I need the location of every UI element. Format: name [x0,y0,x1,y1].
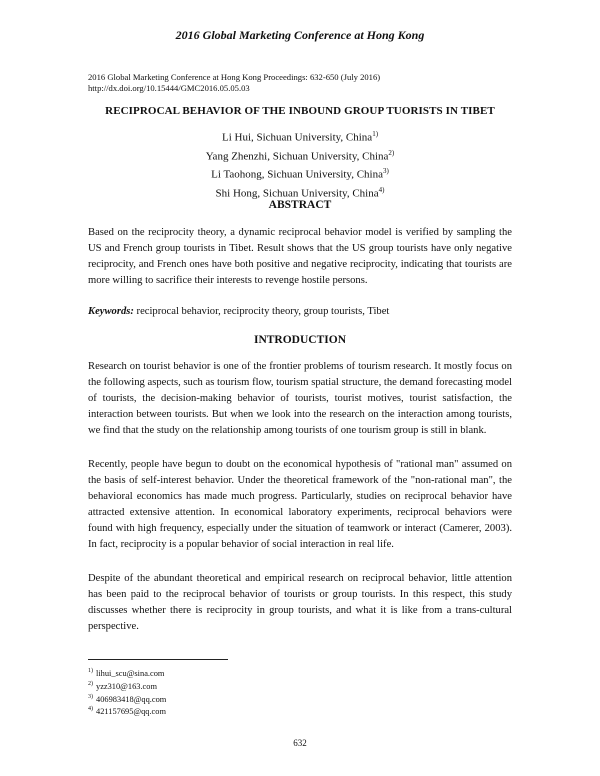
keywords-label: Keywords: [88,306,134,317]
introduction-heading: INTRODUCTION [253,334,346,346]
footnote: $^{4)}$ 421157695@qq.com [88,706,166,717]
footnotes [88,666,166,717]
keywords-text: reciprocal behavior, reciprocity theory, group tourists, Tibet [133,306,390,317]
author-line: Li Taohong, Sichuan University, China$^{3)}$ [211,167,389,181]
keywords-line [88,306,389,317]
footnote: $^{3)}$ 406983418@qq.com [88,693,167,704]
abstract-text: Based on the reciprocity theory, a dynamic reciprocal behavior model is verified by sampling the US and French group tourists in Tibet. Result shows that the US group tourists have only negative reciprocity, and French ones have both positive and negative reciprocity, indicating that tourists are more willing to sacrifice their interests to revenge hostile persons. [88,227,512,286]
paper-title: RECIPROCAL BEHAVIOR OF THE INBOUND GROUP TUORISTS IN TIBET [105,105,495,117]
proceedings-citation: 2016 Global Marketing Conference at Hong Kong Proceedings: 632-650 (July 2016) [88,72,381,82]
footnote-divider [88,659,228,660]
conference-header: 2016 Global Marketing Conference at Hong Kong [175,28,425,42]
author-list [0,127,600,202]
footnote: $^{2)}$ yzz310@163.com [88,680,157,691]
proceedings-meta [88,72,380,94]
intro-paragraph-1: Research on tourist behavior is one of the frontier problems of tourism research. It mostly focus on the following aspects, such as tourism flow, tourism spatial structure, the demand forecasting model of tourists, the decision-making behavior of tourists, tourist motives, tourist satisfaction, the interaction between tourists. But when we look into the research on the interaction among tourists, we find that the study on the relationship among tourists of one tourism group is still in blank. [88,361,512,436]
author-line: Yang Zhenzhi, Sichuan University, China$^{2)}$ [205,148,395,163]
author-line: Li Hui, Sichuan University, China$^{1)}$ [221,130,379,144]
doi-link[interactable]: http://dx.doi.org/10.15444/GMC2016.05.05.03 [88,83,250,93]
intro-paragraph-2: Recently, people have begun to doubt on the economical hypothesis of "rational man" assumed on the basis of self-interest behavior. Under the theoretical framework of the "non-rational man", the behavioral economics has made much progress. Particularly, studies on reciprocal behavior have attracted extensive attention. In economical laboratory experiments, reciprocal behaviors were found with high frequency, especially under the situation of teamwork or interact (Camerer, 2003). In fact, reciprocity is a popular behavior of social interaction in real life. [88,459,512,550]
intro-paragraph-3: Despite of the abundant theoretical and empirical research on reciprocal behavior, little attention has been paid to the reciprocal behavior of tourists or group tourists. In this respect, this study discusses whether there is reciprocity in group tourists, and what it is like from a trans-cultural perspective. [88,573,512,632]
page-number: 632 [293,738,307,748]
footnote: $^{1)}$ lihui_scu@sina.com [88,668,165,678]
author-line: Shi Hong, Sichuan University, China$^{4)}$ [215,185,385,200]
abstract-heading: ABSTRACT [268,199,332,211]
